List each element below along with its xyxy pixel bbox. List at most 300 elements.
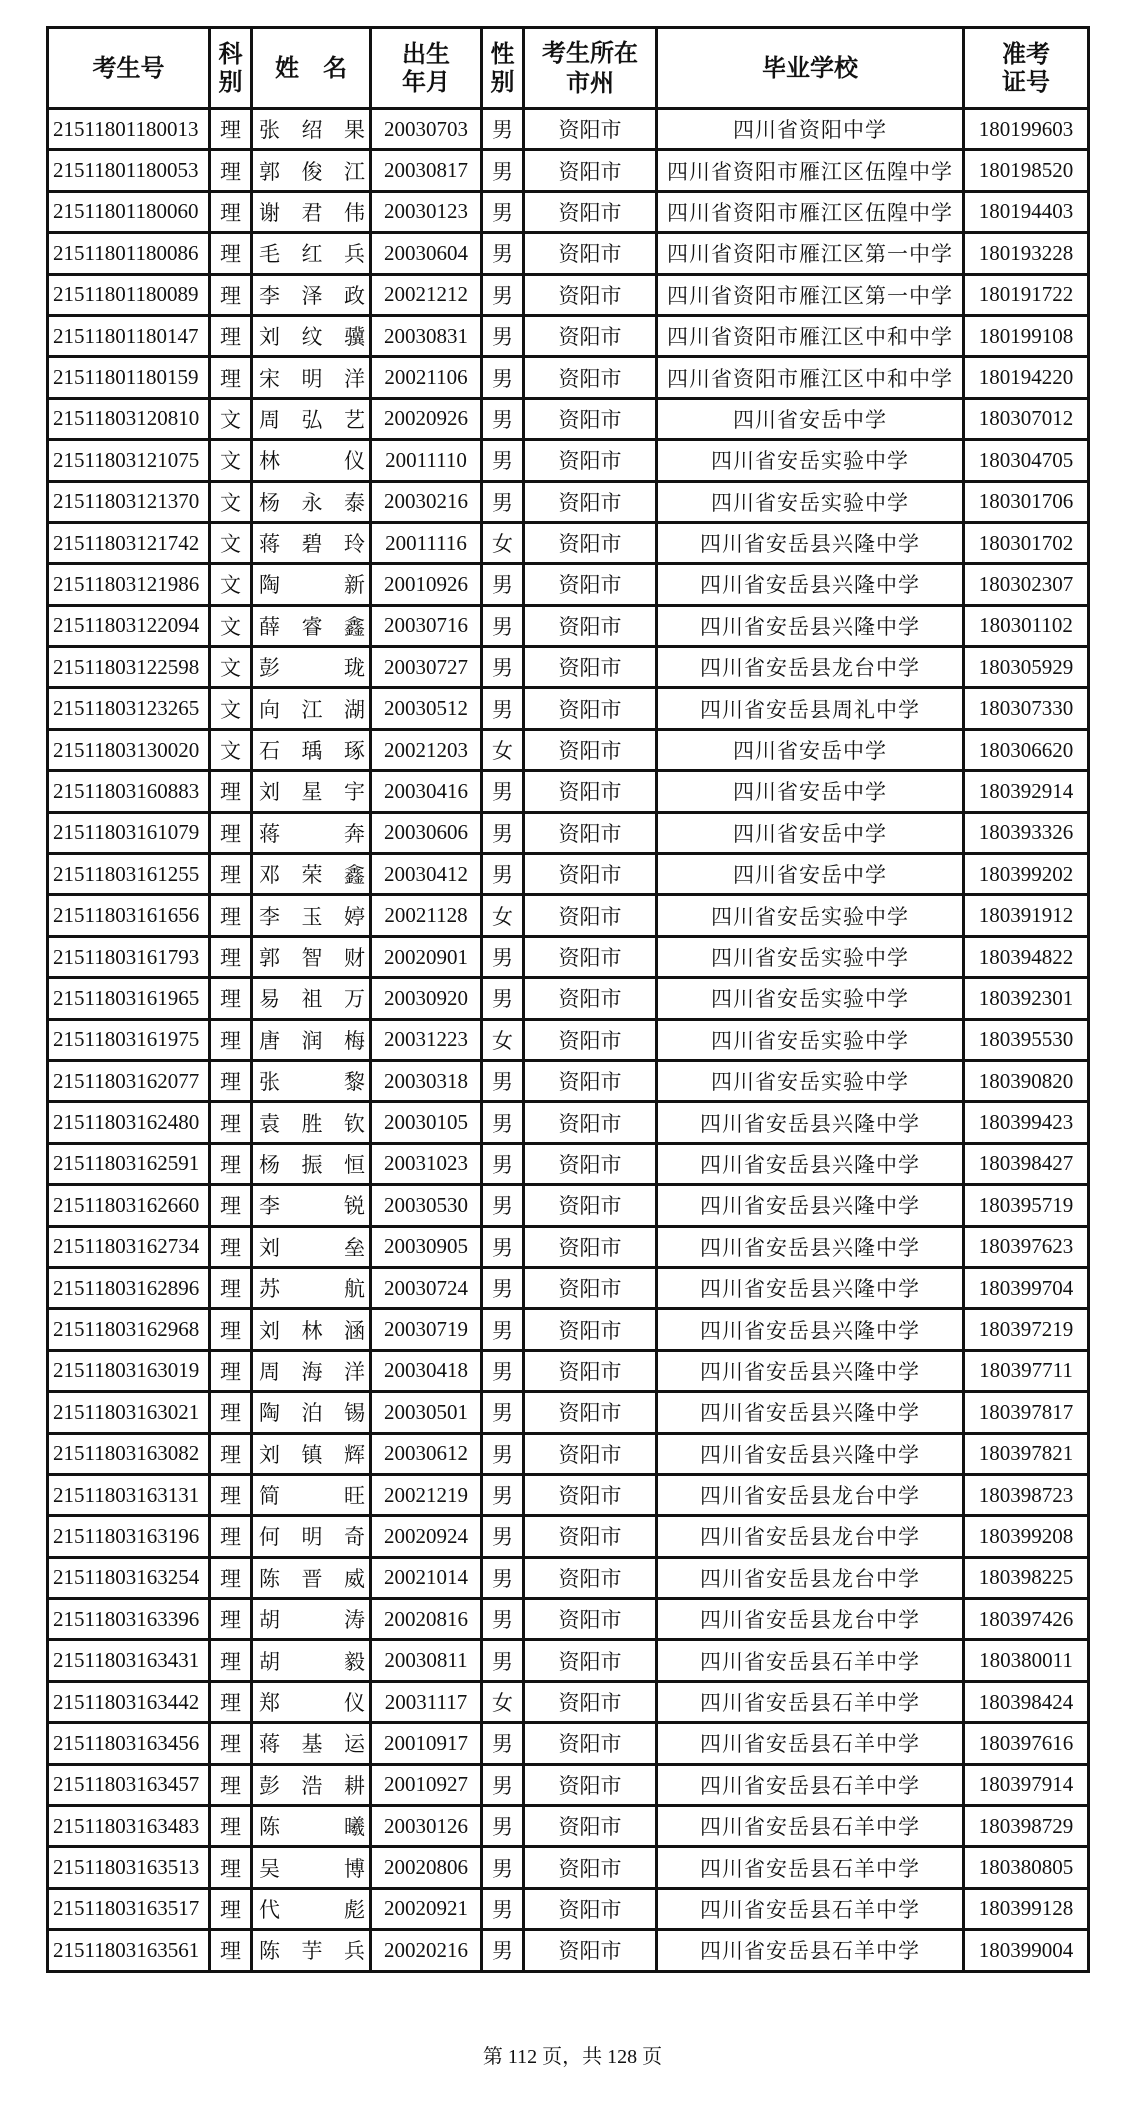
cell-name: 胡毅 [252,1640,371,1681]
cell-gender: 男 [482,1888,524,1929]
cell-birth: 20020216 [371,1930,482,1971]
cell-school: 四川省安岳实验中学 [657,1060,964,1101]
cell-city: 资阳市 [524,771,657,812]
cell-ticket: 180191722 [964,274,1089,315]
cell-school: 四川省资阳中学 [657,109,964,150]
header-gender-label: 性别 [490,40,515,96]
cell-exam-no: 21511803163082 [48,1433,210,1474]
table-row [48,1847,1089,1888]
cell-exam-no: 21511801180147 [48,315,210,356]
cell-exam-no: 21511803130020 [48,729,210,770]
cell-ticket: 180194220 [964,357,1089,398]
table-row [48,1267,1089,1308]
cell-birth: 20031117 [371,1681,482,1722]
cell-city: 资阳市 [524,398,657,439]
cell-birth: 20030724 [371,1267,482,1308]
cell-city: 资阳市 [524,1185,657,1226]
cell-ticket: 180380805 [964,1847,1089,1888]
header-name: 姓 名 [252,28,371,109]
cell-school: 四川省安岳实验中学 [657,895,964,936]
cell-school: 四川省安岳实验中学 [657,936,964,977]
cell-exam-no: 21511803163442 [48,1681,210,1722]
cell-birth: 20011110 [371,440,482,481]
cell-school: 四川省安岳县石羊中学 [657,1764,964,1805]
table-row [48,1930,1089,1971]
cell-category: 理 [210,1930,252,1971]
cell-city: 资阳市 [524,854,657,895]
cell-exam-no: 21511801180053 [48,150,210,191]
cell-ticket: 180397817 [964,1392,1089,1433]
cell-category: 理 [210,1516,252,1557]
cell-category: 理 [210,771,252,812]
cell-gender: 女 [482,895,524,936]
cell-name: 石瑀琢 [252,729,371,770]
cell-birth: 20030703 [371,109,482,150]
cell-category: 理 [210,1185,252,1226]
cell-category: 理 [210,854,252,895]
table-row [48,1309,1089,1350]
cell-category: 理 [210,315,252,356]
candidate-table [46,26,1090,1973]
table-row [48,1640,1089,1681]
cell-gender: 男 [482,233,524,274]
table-row [48,647,1089,688]
table-row [48,854,1089,895]
cell-birth: 20031023 [371,1143,482,1184]
cell-name: 刘纹骥 [252,315,371,356]
cell-city: 资阳市 [524,1806,657,1847]
cell-category: 文 [210,440,252,481]
cell-gender: 男 [482,315,524,356]
cell-category: 理 [210,1309,252,1350]
cell-exam-no: 21511803163561 [48,1930,210,1971]
cell-school: 四川省资阳市雁江区第一中学 [657,274,964,315]
cell-exam-no: 21511801180089 [48,274,210,315]
cell-ticket: 180306620 [964,729,1089,770]
cell-gender: 男 [482,1723,524,1764]
cell-category: 理 [210,978,252,1019]
cell-birth: 20010917 [371,1723,482,1764]
cell-ticket: 180399202 [964,854,1089,895]
cell-ticket: 180199108 [964,315,1089,356]
cell-school: 四川省安岳县兴隆中学 [657,564,964,605]
cell-gender: 男 [482,1847,524,1888]
cell-ticket: 180391912 [964,895,1089,936]
cell-category: 理 [210,357,252,398]
cell-category: 理 [210,1102,252,1143]
cell-name: 蒋基运 [252,1723,371,1764]
cell-name: 刘林涵 [252,1309,371,1350]
cell-name: 蒋奔 [252,812,371,853]
cell-birth: 20020901 [371,936,482,977]
cell-gender: 男 [482,1226,524,1267]
cell-exam-no: 21511803161255 [48,854,210,895]
cell-city: 资阳市 [524,1226,657,1267]
cell-category: 理 [210,1143,252,1184]
cell-exam-no: 21511801180086 [48,233,210,274]
cell-name: 林仪 [252,440,371,481]
cell-gender: 男 [482,1185,524,1226]
cell-category: 理 [210,1433,252,1474]
cell-ticket: 180398424 [964,1681,1089,1722]
cell-birth: 20021212 [371,274,482,315]
cell-birth: 20010927 [371,1764,482,1805]
header-exam-no: 考生号 [48,28,210,109]
cell-exam-no: 21511803163021 [48,1392,210,1433]
table-row [48,812,1089,853]
cell-gender: 男 [482,1102,524,1143]
cell-city: 资阳市 [524,812,657,853]
cell-gender: 男 [482,936,524,977]
cell-school: 四川省安岳县龙台中学 [657,1516,964,1557]
cell-name: 陈曦 [252,1806,371,1847]
cell-birth: 20020816 [371,1599,482,1640]
cell-name: 蒋碧玲 [252,522,371,563]
table-row [48,1806,1089,1847]
cell-city: 资阳市 [524,1599,657,1640]
cell-school: 四川省安岳县兴隆中学 [657,1267,964,1308]
cell-category: 理 [210,1723,252,1764]
cell-city: 资阳市 [524,1681,657,1722]
table-row [48,1185,1089,1226]
cell-ticket: 180393326 [964,812,1089,853]
cell-exam-no: 21511803162968 [48,1309,210,1350]
cell-name: 刘星宇 [252,771,371,812]
cell-name: 郭智财 [252,936,371,977]
cell-ticket: 180399423 [964,1102,1089,1143]
cell-city: 资阳市 [524,274,657,315]
cell-city: 资阳市 [524,978,657,1019]
cell-ticket: 180399208 [964,1516,1089,1557]
cell-gender: 男 [482,688,524,729]
cell-exam-no: 21511803162480 [48,1102,210,1143]
cell-category: 理 [210,812,252,853]
cell-gender: 女 [482,522,524,563]
cell-birth: 20020926 [371,398,482,439]
table-row [48,274,1089,315]
cell-exam-no: 21511803163131 [48,1474,210,1515]
page-footer: 第 112 页，共 128 页 [482,2046,663,2068]
cell-city: 资阳市 [524,1888,657,1929]
cell-name: 胡涛 [252,1599,371,1640]
cell-school: 四川省安岳县兴隆中学 [657,1309,964,1350]
cell-category: 理 [210,1599,252,1640]
table-row [48,1474,1089,1515]
table-row [48,978,1089,1019]
cell-city: 资阳市 [524,1019,657,1060]
cell-name: 袁胜钦 [252,1102,371,1143]
cell-name: 刘垒 [252,1226,371,1267]
cell-birth: 20030716 [371,605,482,646]
cell-ticket: 180392914 [964,771,1089,812]
cell-name: 简旺 [252,1474,371,1515]
cell-school: 四川省安岳县石羊中学 [657,1847,964,1888]
cell-school: 四川省安岳县兴隆中学 [657,1392,964,1433]
cell-category: 理 [210,1226,252,1267]
cell-category: 理 [210,233,252,274]
cell-city: 资阳市 [524,605,657,646]
cell-category: 理 [210,1640,252,1681]
cell-category: 理 [210,1681,252,1722]
cell-school: 四川省安岳县兴隆中学 [657,1433,964,1474]
cell-school: 四川省资阳市雁江区中和中学 [657,357,964,398]
cell-gender: 男 [482,191,524,232]
cell-name: 彭浩耕 [252,1764,371,1805]
header-category [210,28,252,109]
cell-birth: 20020921 [371,1888,482,1929]
cell-city: 资阳市 [524,1143,657,1184]
cell-school: 四川省安岳县石羊中学 [657,1806,964,1847]
cell-city: 资阳市 [524,1474,657,1515]
cell-exam-no: 21511803163196 [48,1516,210,1557]
cell-name: 苏航 [252,1267,371,1308]
cell-ticket: 180395719 [964,1185,1089,1226]
table-row [48,357,1089,398]
cell-name: 郑仪 [252,1681,371,1722]
cell-category: 文 [210,647,252,688]
table-row [48,1392,1089,1433]
table-row [48,688,1089,729]
cell-name: 李泽政 [252,274,371,315]
cell-gender: 男 [482,1350,524,1391]
cell-ticket: 180398729 [964,1806,1089,1847]
cell-birth: 20021203 [371,729,482,770]
cell-city: 资阳市 [524,1516,657,1557]
cell-birth: 20030530 [371,1185,482,1226]
cell-category: 文 [210,398,252,439]
cell-category: 理 [210,150,252,191]
cell-name: 刘镇辉 [252,1433,371,1474]
cell-category: 理 [210,191,252,232]
cell-exam-no: 21511803163517 [48,1888,210,1929]
table-row [48,1433,1089,1474]
cell-city: 资阳市 [524,1930,657,1971]
cell-gender: 男 [482,1640,524,1681]
cell-gender: 男 [482,150,524,191]
cell-ticket: 180307330 [964,688,1089,729]
cell-ticket: 180198520 [964,150,1089,191]
cell-exam-no: 21511801180060 [48,191,210,232]
cell-name: 李玉婷 [252,895,371,936]
cell-ticket: 180307012 [964,398,1089,439]
cell-name: 郭俊江 [252,150,371,191]
cell-birth: 20031223 [371,1019,482,1060]
cell-gender: 男 [482,564,524,605]
table-row [48,936,1089,977]
cell-birth: 20021014 [371,1557,482,1598]
table-row [48,1350,1089,1391]
cell-school: 四川省安岳中学 [657,398,964,439]
cell-city: 资阳市 [524,481,657,522]
cell-exam-no: 21511803160883 [48,771,210,812]
cell-name: 薛睿鑫 [252,605,371,646]
cell-gender: 男 [482,1392,524,1433]
header-city [524,28,657,109]
table-row [48,729,1089,770]
table-row [48,1226,1089,1267]
cell-school: 四川省安岳县兴隆中学 [657,1226,964,1267]
cell-ticket: 180397623 [964,1226,1089,1267]
table-header [48,28,1089,109]
cell-gender: 男 [482,1060,524,1101]
cell-birth: 20011116 [371,522,482,563]
cell-exam-no: 21511803121075 [48,440,210,481]
cell-exam-no: 21511803163254 [48,1557,210,1598]
header-ticket [964,28,1089,109]
cell-city: 资阳市 [524,1309,657,1350]
cell-exam-no: 21511803162591 [48,1143,210,1184]
cell-birth: 20020806 [371,1847,482,1888]
cell-birth: 20030105 [371,1102,482,1143]
cell-category: 文 [210,729,252,770]
cell-category: 理 [210,1474,252,1515]
cell-exam-no: 21511803120810 [48,398,210,439]
cell-gender: 男 [482,1516,524,1557]
cell-school: 四川省安岳中学 [657,812,964,853]
cell-ticket: 180399704 [964,1267,1089,1308]
cell-birth: 20030719 [371,1309,482,1350]
cell-birth: 20030604 [371,233,482,274]
cell-exam-no: 21511803163396 [48,1599,210,1640]
cell-category: 理 [210,895,252,936]
cell-category: 理 [210,936,252,977]
header-gender [482,28,524,109]
table-row [48,605,1089,646]
table-row [48,895,1089,936]
header-birth-label: 出生年月 [402,40,450,96]
cell-name: 李锐 [252,1185,371,1226]
cell-ticket: 180399128 [964,1888,1089,1929]
cell-city: 资阳市 [524,729,657,770]
cell-name: 邓荣鑫 [252,854,371,895]
cell-ticket: 180397426 [964,1599,1089,1640]
header-ticket-label: 准考证号 [1002,40,1050,96]
cell-city: 资阳市 [524,1723,657,1764]
cell-gender: 男 [482,812,524,853]
cell-gender: 男 [482,1930,524,1971]
cell-exam-no: 21511801180159 [48,357,210,398]
cell-gender: 男 [482,647,524,688]
table-row [48,1019,1089,1060]
cell-gender: 男 [482,1433,524,1474]
cell-city: 资阳市 [524,357,657,398]
cell-birth: 20030416 [371,771,482,812]
cell-school: 四川省安岳县石羊中学 [657,1723,964,1764]
cell-exam-no: 21511803161079 [48,812,210,853]
cell-ticket: 180398723 [964,1474,1089,1515]
cell-exam-no: 21511803161656 [48,895,210,936]
table-row [48,1143,1089,1184]
cell-ticket: 180193228 [964,233,1089,274]
cell-school: 四川省安岳县龙台中学 [657,647,964,688]
cell-city: 资阳市 [524,150,657,191]
cell-city: 资阳市 [524,564,657,605]
cell-ticket: 180301706 [964,481,1089,522]
cell-category: 理 [210,1557,252,1598]
cell-birth: 20030831 [371,315,482,356]
table-row [48,522,1089,563]
cell-school: 四川省安岳县石羊中学 [657,1930,964,1971]
table-row [48,1060,1089,1101]
cell-category: 理 [210,1350,252,1391]
table-row [48,398,1089,439]
cell-name: 宋明洋 [252,357,371,398]
cell-ticket: 180304705 [964,440,1089,481]
cell-exam-no: 21511803163513 [48,1847,210,1888]
cell-name: 周弘艺 [252,398,371,439]
cell-birth: 20030418 [371,1350,482,1391]
cell-category: 文 [210,481,252,522]
cell-birth: 20030318 [371,1060,482,1101]
cell-name: 吴博 [252,1847,371,1888]
cell-gender: 男 [482,398,524,439]
cell-name: 张绍果 [252,109,371,150]
table-row [48,1102,1089,1143]
table-row [48,440,1089,481]
cell-category: 理 [210,109,252,150]
cell-school: 四川省资阳市雁江区第一中学 [657,233,964,274]
cell-name: 代彪 [252,1888,371,1929]
cell-ticket: 180380011 [964,1640,1089,1681]
cell-city: 资阳市 [524,1102,657,1143]
cell-school: 四川省安岳县龙台中学 [657,1557,964,1598]
cell-exam-no: 21511803161965 [48,978,210,1019]
cell-ticket: 180301102 [964,605,1089,646]
cell-school: 四川省安岳县兴隆中学 [657,522,964,563]
cell-ticket: 180392301 [964,978,1089,1019]
cell-gender: 男 [482,357,524,398]
cell-ticket: 180397616 [964,1723,1089,1764]
cell-ticket: 180398225 [964,1557,1089,1598]
cell-name: 彭珑 [252,647,371,688]
cell-ticket: 180305929 [964,647,1089,688]
cell-birth: 20030412 [371,854,482,895]
cell-birth: 20021219 [371,1474,482,1515]
cell-category: 理 [210,1888,252,1929]
table-row [48,1723,1089,1764]
cell-city: 资阳市 [524,191,657,232]
cell-exam-no: 21511803121986 [48,564,210,605]
cell-gender: 男 [482,1267,524,1308]
cell-gender: 男 [482,854,524,895]
cell-gender: 男 [482,1806,524,1847]
cell-exam-no: 21511803162734 [48,1226,210,1267]
cell-city: 资阳市 [524,1267,657,1308]
cell-birth: 20030811 [371,1640,482,1681]
cell-birth: 20030817 [371,150,482,191]
table-row [48,315,1089,356]
table-row [48,481,1089,522]
cell-school: 四川省安岳县龙台中学 [657,1474,964,1515]
table-row [48,1599,1089,1640]
cell-city: 资阳市 [524,109,657,150]
cell-gender: 男 [482,1309,524,1350]
cell-city: 资阳市 [524,522,657,563]
cell-name: 易祖万 [252,978,371,1019]
cell-birth: 20030512 [371,688,482,729]
cell-category: 文 [210,605,252,646]
table-row [48,233,1089,274]
cell-gender: 男 [482,771,524,812]
table-row [48,191,1089,232]
cell-exam-no: 21511803161793 [48,936,210,977]
cell-city: 资阳市 [524,647,657,688]
cell-gender: 男 [482,109,524,150]
cell-birth: 20030905 [371,1226,482,1267]
cell-exam-no: 21511803162660 [48,1185,210,1226]
cell-school: 四川省安岳县石羊中学 [657,1640,964,1681]
cell-city: 资阳市 [524,936,657,977]
